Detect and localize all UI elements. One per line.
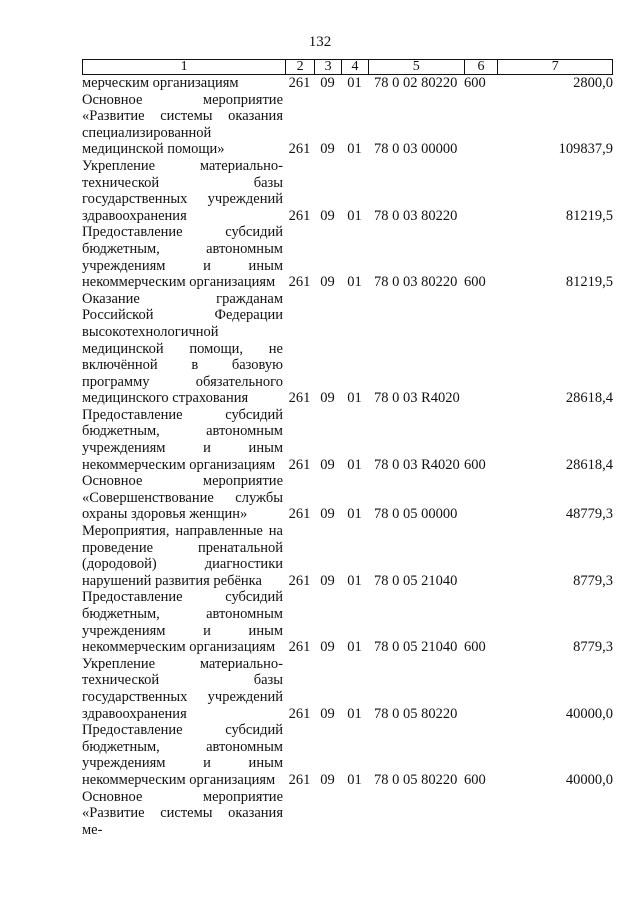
row-name: Основное мероприятие «Совершенствование службы охраны здоровья женщин» [82,473,283,523]
row-section: 09 [320,390,335,407]
row-grbs: 261 [288,390,311,407]
row-amount: 8779,3 [573,639,613,656]
row-grbs: 261 [288,705,311,722]
row-target-article: 78 0 05 00000 [374,506,458,523]
table-row [82,722,613,788]
row-name: мерческим организациям [82,75,239,91]
row-section: 09 [320,639,335,656]
row-grbs: 261 [288,207,311,224]
row-name: Предоставление субсидий бюджетным, автономным учреждениям и иным некоммерческим организациям [82,722,283,788]
row-subsection: 01 [347,506,362,523]
row-section: 09 [320,75,335,91]
row-subsection: 01 [347,771,362,788]
row-amount: 8779,3 [573,572,613,589]
row-subsection: 01 [347,274,362,291]
row-grbs: 261 [288,771,311,788]
row-expense-type: 600 [464,456,486,473]
table-row [82,291,613,407]
row-grbs: 261 [288,639,311,656]
row-subsection: 01 [347,390,362,407]
table-row [82,158,613,224]
row-amount: 40000,0 [565,705,613,722]
page-number: 132 [308,34,332,50]
row-target-article: 78 0 05 80220 [374,771,458,788]
table-row [82,75,613,92]
row-subsection: 01 [347,456,362,473]
row-section: 09 [320,705,335,722]
row-target-article: 78 0 03 80220 [374,274,458,291]
row-name: Укрепление материально-технической базы государственных учреждений здравоохранения [82,157,283,224]
row-grbs: 261 [288,456,311,473]
row-subsection: 01 [347,639,362,656]
row-name: Предоставление субсидий бюджетным, автономным учреждениям и иным некоммерческим организациям [82,406,283,473]
row-amount: 2800,0 [573,75,613,91]
row-name: Основное мероприятие «Развитие системы оказания ме- [82,788,283,838]
row-grbs: 261 [288,141,311,158]
row-subsection: 01 [347,705,362,722]
row-target-article: 78 0 02 80220 [374,75,458,91]
table-row [82,589,613,655]
row-name: Мероприятия, направленные на проведение пренатальной (дородовой) диагностики нарушений развития ребёнка [82,523,283,589]
row-grbs: 261 [288,75,311,91]
table-header [82,59,613,75]
row-expense-type: 600 [464,771,486,788]
header-col-6: 6 [464,60,498,74]
row-amount: 109837,9 [558,141,613,158]
row-section: 09 [320,771,335,788]
row-target-article: 78 0 03 R4020 [374,390,460,407]
row-subsection: 01 [347,75,362,91]
row-grbs: 261 [288,274,311,291]
header-col-5: 5 [368,60,464,74]
row-subsection: 01 [347,207,362,224]
row-expense-type: 600 [464,75,486,91]
budget-table [82,59,613,838]
row-target-article: 78 0 03 00000 [374,141,458,158]
row-name: Укрепление материально-технической базы государственных учреждений здравоохранения [82,655,283,722]
row-target-article: 78 0 05 21040 [374,639,458,656]
header-col-2: 2 [285,60,314,74]
row-amount: 48779,3 [565,506,613,523]
row-section: 09 [320,141,335,158]
table-row [82,656,613,722]
row-amount: 81219,5 [565,207,613,224]
row-name: Предоставление субсидий бюджетным, автономным учреждениям и иным некоммерческим организациям [82,224,283,291]
row-section: 09 [320,572,335,589]
row-amount: 28618,4 [565,456,613,473]
header-col-4: 4 [341,60,368,74]
row-target-article: 78 0 03 R4020 [374,456,460,473]
row-target-article: 78 0 05 80220 [374,705,458,722]
row-amount: 81219,5 [565,274,613,291]
row-amount: 28618,4 [565,390,613,407]
row-target-article: 78 0 03 80220 [374,207,458,224]
table-row [82,407,613,473]
table-row [82,224,613,290]
table-row [82,473,613,523]
row-grbs: 261 [288,506,311,523]
header-col-3: 3 [314,60,341,74]
table-row-continued [82,789,613,839]
row-name: Оказание гражданам Российской Федерации высокотехнологичной медицинской помощи, не включённой в базовую программу обязательного медицинского страхования [82,290,283,407]
row-subsection: 01 [347,572,362,589]
row-target-article: 78 0 05 21040 [374,572,458,589]
row-expense-type: 600 [464,639,486,656]
row-amount: 40000,0 [565,771,613,788]
row-section: 09 [320,506,335,523]
row-grbs: 261 [288,572,311,589]
row-expense-type: 600 [464,274,486,291]
table-row [82,523,613,589]
table-row [82,92,613,158]
table-body [82,75,613,789]
header-col-7: 7 [497,60,612,74]
row-name: Основное мероприятие «Развитие системы оказания специализированной медицинской помощи» [82,91,283,158]
row-section: 09 [320,456,335,473]
row-section: 09 [320,274,335,291]
row-subsection: 01 [347,141,362,158]
row-name: Предоставление субсидий бюджетным, автономным учреждениям и иным некоммерческим организациям [82,589,283,656]
header-col-1: 1 [180,59,188,74]
row-section: 09 [320,207,335,224]
